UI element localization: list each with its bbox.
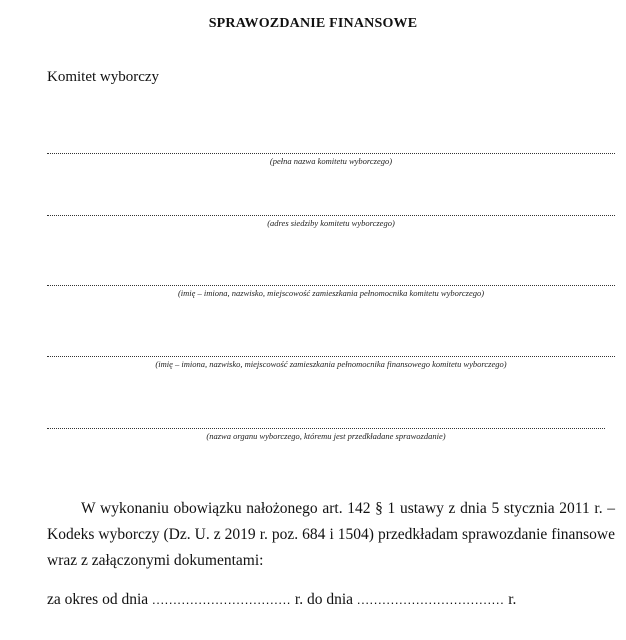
statement-text: W wykonaniu obowiązku nałożonego art. 142 § 1 ustawy z dnia 5 stycznia 2011 r. – Kodeks wyborczy (Dz. U. z 2019 r. poz. 684 i 1504) przedkładam sprawozdanie finansowe wraz z załączonymi dokumentami: (47, 500, 615, 569)
reporting-period (47, 591, 516, 609)
dotted-line (47, 342, 615, 357)
committee-address-field[interactable] (47, 201, 615, 228)
period-mid-label: r. do dnia (294, 591, 354, 608)
field-caption: (adres siedziby komitetu wyborczego) (267, 218, 395, 228)
field-caption: (imię – imiona, nazwisko, miejscowość zamieszkania pełnomocnika komitetu wyborczego) (177, 288, 485, 298)
field-caption: (pełna nazwa komitetu wyborczego) (269, 156, 393, 166)
document-title: SPRAWOZDANIE FINANSOWE (208, 16, 418, 31)
committee-label: Komitet wyborczy (47, 69, 160, 85)
period-from-label: za okres od dnia (47, 591, 149, 608)
electoral-authority-field[interactable] (47, 414, 615, 441)
dotted-line (47, 139, 615, 154)
committee-proxy-field[interactable] (47, 271, 615, 298)
dotted-line (47, 414, 605, 429)
period-from-date-field[interactable]: ................................. (152, 592, 292, 607)
dotted-line (47, 271, 615, 286)
period-to-date-field[interactable]: ................................... (356, 592, 505, 607)
committee-name-field[interactable] (47, 139, 615, 166)
period-end-label: r. (508, 591, 517, 608)
dotted-line (47, 201, 615, 216)
field-caption: (nazwa organu wyborczego, któremu jest przedkładane sprawozdanie) (206, 431, 446, 441)
field-caption: (imię – imiona, nazwisko, miejscowość zamieszkania pełnomocnika finansowego komitetu wyborczego) (155, 359, 507, 369)
financial-proxy-field[interactable] (47, 342, 615, 369)
statement-paragraph (47, 496, 615, 574)
